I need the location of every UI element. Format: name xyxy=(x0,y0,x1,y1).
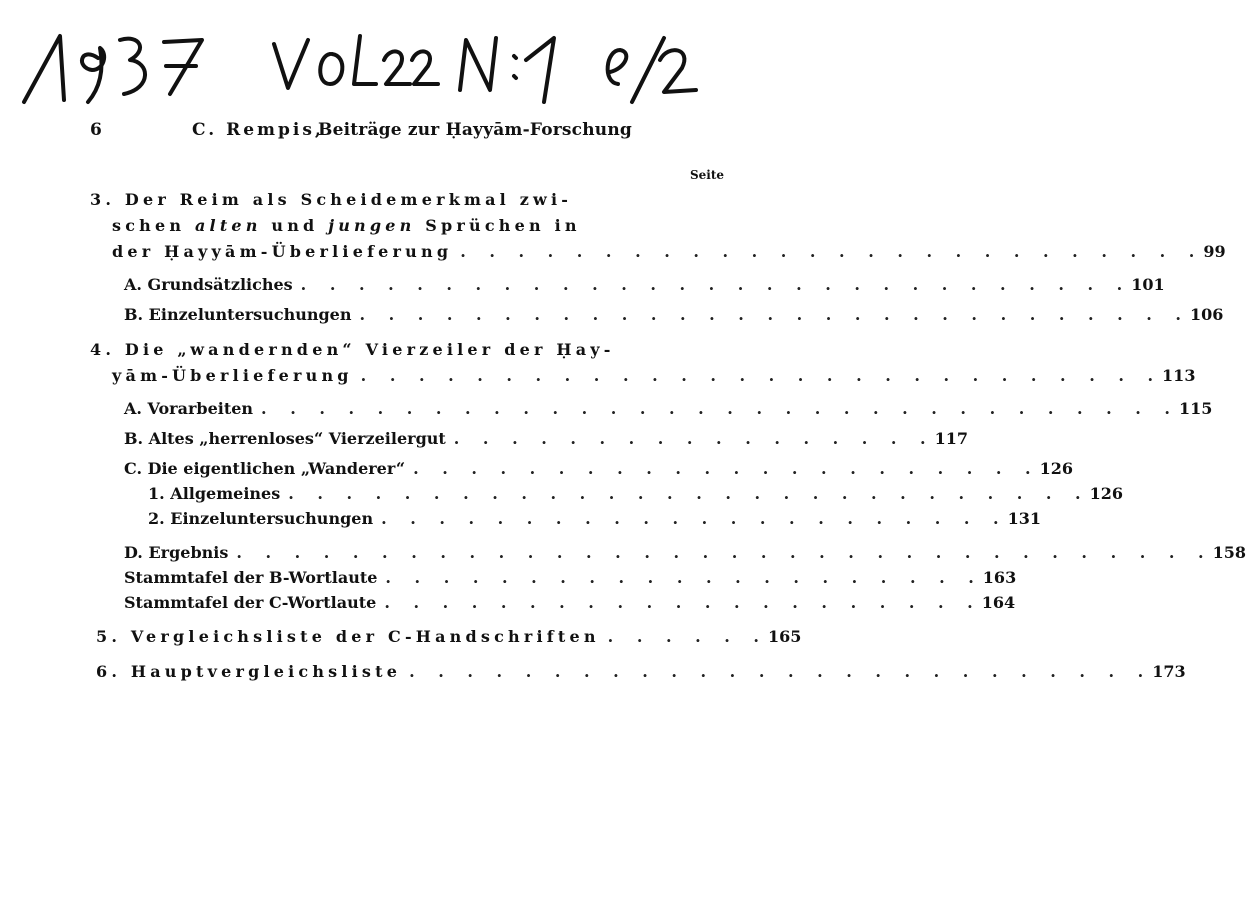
toc-entry-text: der Ḥayyām-Überlieferung xyxy=(112,242,453,261)
toc-entry-text: B. Einzeluntersuchungen xyxy=(124,305,352,324)
toc-entry-text: Stammtafel der B-Wortlaute xyxy=(124,568,378,587)
toc-entry-page: 101 xyxy=(1131,275,1165,294)
leader-dots: . . . . . . . . . . . . . . . . . . . . . . . . . . . . xyxy=(288,484,1090,503)
toc-entry-page: 131 xyxy=(1007,509,1042,528)
toc-entry-page: 163 xyxy=(982,568,1017,587)
toc-entry-4c xyxy=(124,459,1074,485)
toc-entry-3a xyxy=(124,275,1165,301)
leader-dots: . . . . . . . . . . . . . . . . . . . . . . . . . . . . . . . . . . xyxy=(236,543,1213,562)
toc-entry-stammtafel-b xyxy=(124,568,1017,594)
toc-entry-3-line2 xyxy=(112,216,672,242)
toc-entry-text: 4. Die „wandernden“ Vierzeiler der Ḥay- xyxy=(90,340,615,359)
toc-entry-page: 117 xyxy=(934,429,969,448)
toc-entry-text: B. Altes „herrenloses“ Vierzeilergut xyxy=(124,429,446,448)
leader-dots: . . . . . . . . . . . . . . . . . . . . . . . . . . xyxy=(409,662,1153,681)
toc-entry-text: 1. Allgemeines xyxy=(148,484,281,503)
leader-dots: . . . . . . . . . . . . . . . . . . . . . . . . . . xyxy=(460,242,1204,261)
toc-entry-text: schen alten und jungen Sprüchen in xyxy=(112,216,581,235)
toc-entry-4-line1 xyxy=(90,340,670,366)
leader-dots: . . . . . . . . . . . . . . . . . . . . . xyxy=(385,568,983,587)
toc-entry-text: Stammtafel der C-Wortlaute xyxy=(124,593,377,612)
toc-entry-text: D. Ergebnis xyxy=(124,543,229,562)
toc-entry-page: 164 xyxy=(981,593,1016,612)
toc-entry-page: 126 xyxy=(1039,459,1074,478)
handwriting-drawing xyxy=(20,10,760,110)
toc-entry-text: 5. Vergleichsliste der C-Handschriften xyxy=(96,627,600,646)
toc-entry-page: 126 xyxy=(1089,484,1123,503)
toc-entry-page: 173 xyxy=(1152,662,1186,681)
toc-entry-6 xyxy=(96,662,1186,688)
toc-entry-page: 158 xyxy=(1212,543,1246,562)
leader-dots: . . . . . . . . . . . . . . . . . xyxy=(453,429,935,448)
toc-entry-3-line3 xyxy=(112,242,1226,268)
toc-entry-4-line2 xyxy=(112,366,1196,392)
toc-entry-4d xyxy=(124,543,1246,569)
toc-entry-page: 165 xyxy=(767,627,802,646)
leader-dots: . . . . . . . . . . . . . . . . . . . . . . xyxy=(413,459,1040,478)
leader-dots: . . . . . . . . . . . . . . . . . . . . . . . . . . . . . xyxy=(300,275,1132,294)
toc-entry-page: 113 xyxy=(1162,366,1196,385)
toc-entry-text: 6. Hauptvergleichsliste xyxy=(96,662,402,681)
leader-dots: . . . . . . . . . . . . . . . . . . . . . . . . . . . . . . . . xyxy=(261,399,1179,418)
toc-entry-5 xyxy=(96,627,802,653)
leader-dots: . . . . . . . . . . . . . . . . . . . . . . . . . . . . . xyxy=(359,305,1190,324)
toc-entry-stammtafel-c xyxy=(124,593,1016,619)
toc-entry-text: A. Vorarbeiten xyxy=(124,399,254,418)
toc-entry-text: yām-Überlieferung xyxy=(112,366,353,385)
leader-dots: . . . . . . . . . . . . . . . . . . . . . . . . . . . . xyxy=(360,366,1163,385)
header-author: C. Rempis, xyxy=(192,120,324,140)
toc-entry-text: A. Grundsätzliches xyxy=(124,275,293,294)
toc-entry-4a xyxy=(124,399,1213,425)
header-title: Beiträge zur Ḥayyām-Forschung xyxy=(318,120,632,140)
leader-dots: . . . . . . . . . . . . . . . . . . . . . . xyxy=(381,509,1008,528)
leader-dots: . . . . . . . . . . . . . . . . . . . . . xyxy=(384,593,982,612)
handwritten-annotation xyxy=(20,10,760,110)
toc-entry-4c2 xyxy=(148,509,1042,535)
toc-entry-page: 99 xyxy=(1203,242,1226,261)
toc-entry-4b xyxy=(124,429,969,455)
toc-entry-text: 2. Einzeluntersuchungen xyxy=(148,509,374,528)
toc-entry-3-line1 xyxy=(90,190,670,216)
toc-entry-page: 106 xyxy=(1189,305,1224,324)
toc-entry-4c1 xyxy=(148,484,1123,510)
running-header xyxy=(0,116,799,146)
seite-column-label: Seite xyxy=(690,168,725,182)
toc-entry-text: 3. Der Reim als Scheidemerkmal zwi- xyxy=(90,190,573,209)
toc-entry-text: C. Die eigentlichen „Wanderer“ xyxy=(124,459,406,478)
toc-entry-3b xyxy=(124,305,1224,331)
leader-dots: . . . . . . xyxy=(607,627,768,646)
page-number: 6 xyxy=(90,120,102,140)
toc-entry-page: 115 xyxy=(1178,399,1213,418)
